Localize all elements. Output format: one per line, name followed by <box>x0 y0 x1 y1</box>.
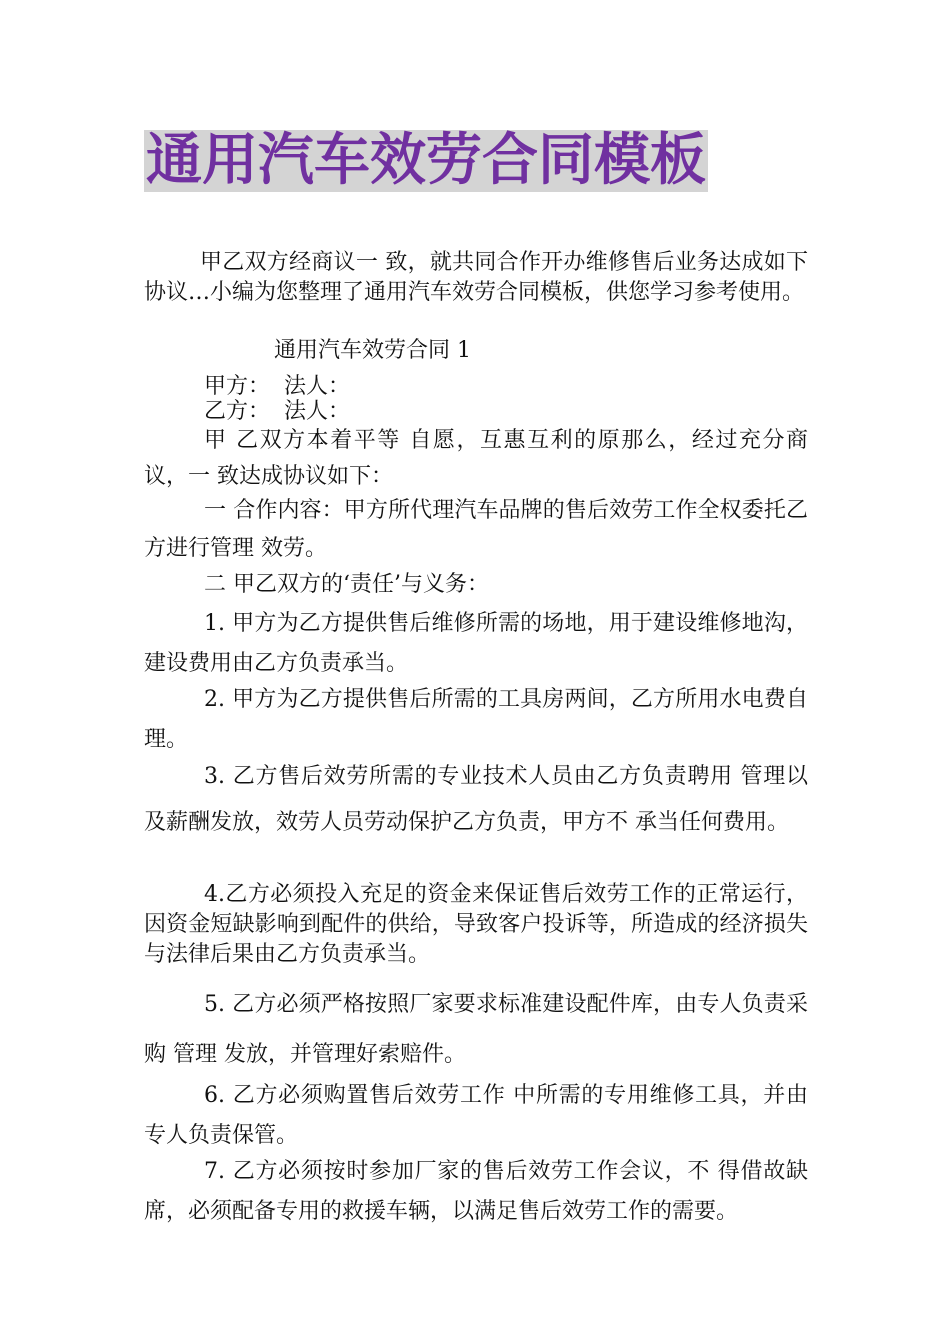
clause-6: 6. 乙方必须购置售后效劳工作 中所需的专用维修工具，并由专人负责保管。 <box>144 1083 808 1148</box>
clause-5: 5. 乙方必须严格按照厂家要求标准建设配件库，由专人负责采购 管理 发放，并管理好索赔件。 <box>144 992 808 1067</box>
document-title: 通用汽车效劳合同模板 <box>146 128 706 193</box>
clause-2: 2. 甲方为乙方提供售后所需的工具房两间，乙方所用水电费自理。 <box>144 687 808 752</box>
clause-4: 4.乙方必须投入充足的资金来保证售后效劳工作的正常运行，因资金短缺影响到配件的供给，导致客户投诉等，所造成的经济损失与法律后果由乙方负责承当。 <box>144 882 808 967</box>
clause-1: 1. 甲方为乙方提供售后维修所需的场地，用于建设维修地沟，建设费用由乙方负责承当。 <box>144 611 808 676</box>
contract-title: 通用汽车效劳合同 1 <box>274 338 471 363</box>
section-1-paragraph: 一 合作内容：甲方所代理汽车品牌的售后效劳工作全权委托乙方进行管理 效劳。 <box>144 498 808 561</box>
party-b-line: 乙方： 法人： <box>204 399 350 424</box>
preamble-paragraph: 甲 乙双方本着平等 自愿，互惠互利的原那么，经过充分商议，一 致达成协议如下： <box>144 428 808 489</box>
intro-paragraph: 甲乙双方经商议一 致，就共同合作开办维修售后业务达成如下协议…小编为您整理了通用汽车效劳合同模板，供您学习参考使用。 <box>144 250 808 305</box>
party-a-line: 甲方： 法人： <box>204 374 350 399</box>
section-2-heading: 二 甲乙双方的‘责任’与义务： <box>204 572 489 597</box>
clause-7: 7. 乙方必须按时参加厂家的售后效劳工作会议，不 得借故缺席，必须配备专用的救援车辆，以满足售后效劳工作的需要。 <box>144 1159 808 1224</box>
clause-3: 3. 乙方售后效劳所需的专业技术人员由乙方负责聘用 管理以及薪酬发放，效劳人员劳动保护乙方负责，甲方不 承当任何费用。 <box>144 764 808 835</box>
